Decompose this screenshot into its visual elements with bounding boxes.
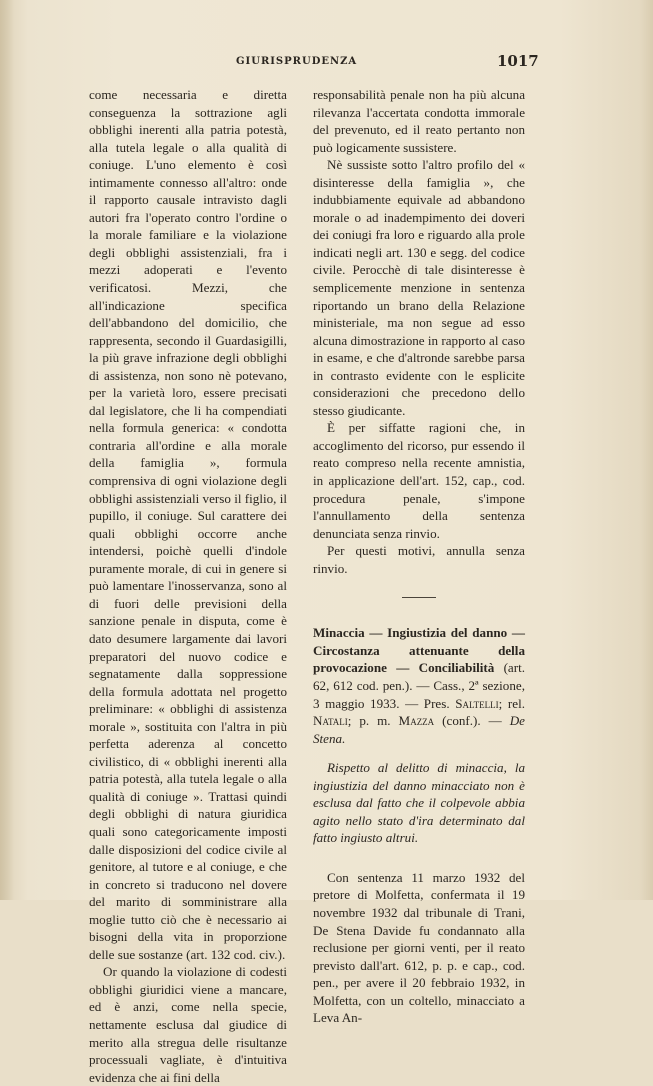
case-parties: De Stena.	[313, 713, 525, 746]
right-paragraph-3: È per siffatte ragioni che, in accoglimento del ricorso, pur essendo il reato compreso nella recente amnistia, in applicazione dell'art. 152, cap., cod. procedura penale, s'impone l'annullamento della sentenza denunciata senza rinvio.	[313, 420, 525, 541]
right-paragraph-2: Nè sussiste sotto l'altro profilo del « disinteresse della famiglia », che indubbiamente equivale ad abbandono morale o ad inadempimento dei doveri dei coniugi fra loro e riguardo alla prole indicati negli art. 130 e segg. del codice civile. Perocchè di tale disinteresse è semplicemente menzione in sentenza riportando un brano della Relazione ministeriale, ma non segue ad esso alcuna dimostrazione in rapporto al caso in esame, e che d'altronde sarebbe parsa in contrasto evidente con le esplicite considerazioni che precedono dello stesso giudicante.	[313, 157, 525, 418]
case-citation-2: ; rel.	[498, 695, 525, 711]
case-heading	[313, 624, 525, 747]
right-column	[313, 86, 525, 1027]
case-citation-4: (conf.). —	[434, 713, 510, 729]
case-president: Saltelli	[455, 695, 499, 711]
page-header	[0, 52, 653, 72]
case-body: Con sentenza 11 marzo 1932 del pretore di Molfetta, confermata il 19 novembre 1932 dal tribunale di Trani, De Stena Davide fu condannato alla reclusione per giorni venti, per il reato previsto dall'art. 612, p. p. e cap., cod. pen., per avere il 20 febbraio 1932, in Molfetta, con un coltello, minacciato a Leva An-	[313, 869, 525, 1026]
section-divider	[402, 597, 436, 598]
page-edge-shadow	[0, 0, 14, 900]
left-paragraph-1: come necessaria e diretta conseguenza la sottrazione agli obblighi inerenti alla patria potestà, alla tutela legale o alla qualità di coniuge. L'uno elemento è così intimamente connesso all'altro: onde il rapporto causale intravisto dagli autori fra l'operato contro l'ordine o la morale familiare e la violazione degli obblighi assistenziali, fra i mezzi adoperati e l'evento verificatosi. Mezzi, che all'indicazione specifica dell'abbandono del domicilio, che rappresenta, secondo il Guardasigilli, la più grave infrazione degli obblighi di assistenza, non sono nè potevano, per la varietà loro, essere precisati dal legislatore, che li ha compendiati nella formula generica: « condotta contraria all'ordine e alla morale della famiglia », formula comprensiva di ogni violazione degli obblighi assistenziali verso il figlio, il pupillo, il coniuge. Sul carattere dei quali obblighi occorre anche intendersi, poichè quelli d'indole puramente morale, di cui in genere si può lamentare l'inosservanza, sono al di fuori delle previsioni della sanzione penale in disputa, come è dato desumere largamente dai lavori preparatori del nuovo codice e segnatamente dalla soppressione della formula adottata nel progetto preliminare: « obblighi di assistenza morale », sostituita con l'altra in più perfetta aderenza al concetto civilistico, di « obblighi inerenti alla patria potestà, alla tutela legale o alla qualità di coniuge ». Trattasi quindi degli obblighi di natura giuridica quali sono categoricamente imposti dalle disposizioni del codice civile al genitore, al tutore e al coniuge, e che in concreto si traducono nel dovere del marito di somministrare alla moglie tutto ciò che è necessario ai bisogni della vita in proporzione delle sue sostanze (art. 132 cod. civ.).	[89, 87, 287, 962]
case-rapporteur: Natali	[313, 713, 348, 729]
case-citation-3: ; p. m.	[347, 713, 399, 729]
case-prosecutor: Mazza	[398, 713, 435, 729]
page-number: 1017	[497, 52, 539, 70]
left-column	[89, 86, 287, 1086]
running-title: GIURISPRUDENZA	[236, 56, 358, 67]
case-citation-1: (art. 62, 612 cod. pen.). — Cass., 2ª sezione, 3 maggio 1933. — Pres.	[313, 660, 526, 711]
right-paragraph-4: Per questi motivi, annulla senza rinvio.	[313, 543, 525, 576]
right-paragraph-1: responsabilità penale non ha più alcuna rilevanza l'accertata condotta immorale del prevenuto, ed il reato pertanto non può logicamente sussistere.	[313, 87, 525, 155]
case-maxim: Rispetto al delitto di minaccia, la ingiustizia del danno minacciato non è esclusa dal fatto che il colpevole abbia agito nello stato d'ira determinato dal fatto ingiusto altrui.	[313, 760, 525, 846]
left-paragraph-2: Or quando la violazione di codesti obblighi giuridici viene a mancare, ed è anzi, come nella specie, nettamente esclusa dal giudice di merito alla stregua delle risultanze processuali vagliate, è d'intuitiva evidenza che ai fini della	[89, 964, 287, 1085]
case-title: Minaccia — Ingiustizia del danno — Circostanza attenuante della provocazione — Conciliabilità	[313, 625, 525, 676]
